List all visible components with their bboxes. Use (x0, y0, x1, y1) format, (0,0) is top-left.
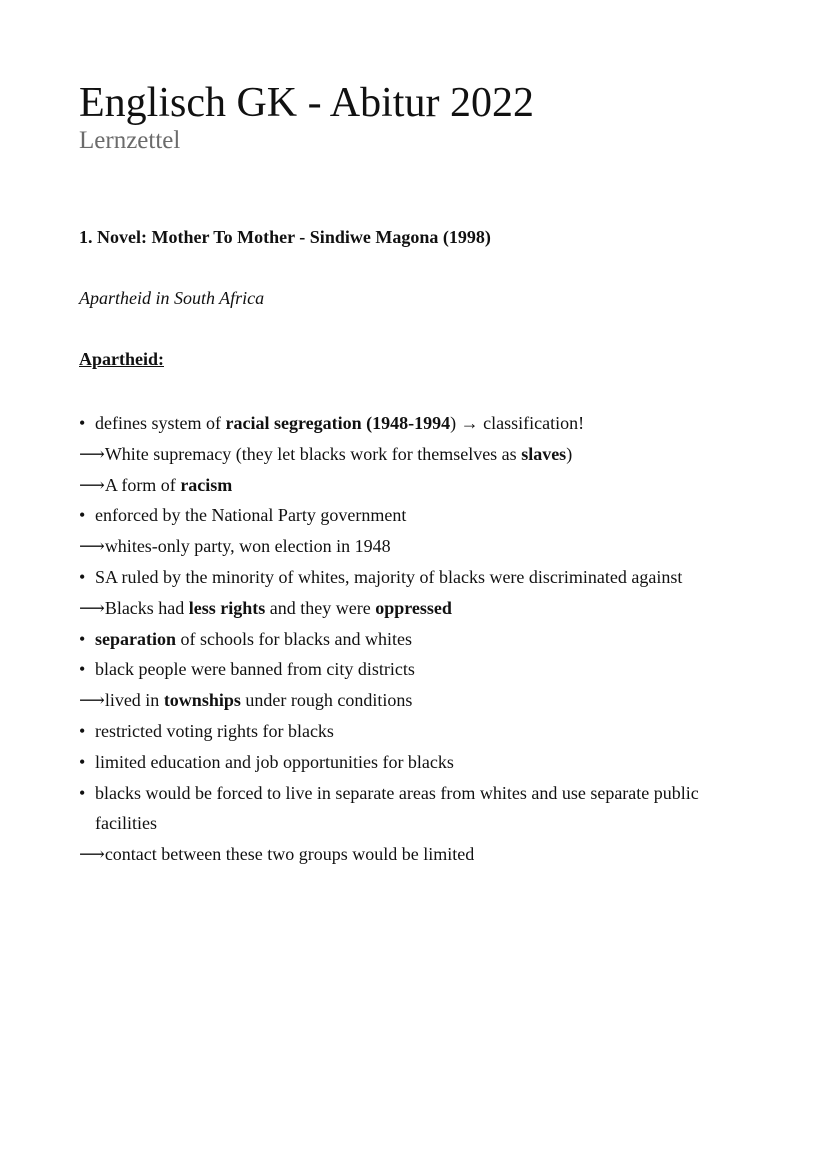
continuation-line (79, 808, 779, 839)
text: restricted voting rights for blacks (95, 720, 334, 741)
arrow-icon: ⟶ (79, 474, 105, 495)
bullet-item (79, 654, 779, 685)
text: defines system of (95, 413, 226, 433)
bold-text: less rights (188, 597, 266, 618)
text: and they were (265, 597, 376, 618)
section-heading: 1. Novel: Mother To Mother - Sindiwe Magona (1998) (79, 227, 491, 247)
text: facilities (95, 813, 157, 834)
bullet-item (79, 747, 779, 778)
bullet-icon: • (79, 720, 86, 741)
arrow-icon: ⟶ (79, 844, 105, 865)
arrow-icon: ⟶ (79, 690, 105, 711)
arrow-icon: ⟶ (79, 536, 105, 557)
text: SA ruled by the minority of whites, majority of blacks were discriminated against (95, 566, 683, 587)
text: limited education and job opportunities for blacks (95, 751, 454, 772)
text: blacks would be forced to live in separate areas from whites and use separate public (95, 782, 699, 803)
bullet-item (79, 778, 779, 809)
bold-text: racial segregation (225, 413, 362, 433)
arrow-item (79, 685, 779, 716)
arrow-item (79, 593, 779, 624)
text: enforced by the National Party government (95, 505, 407, 526)
bold-text: townships (163, 690, 241, 711)
page-title: Englisch GK - Abitur 2022 (79, 80, 534, 126)
bullet-icon: • (79, 782, 86, 803)
bold-text: racism (180, 474, 233, 495)
text: Blacks had (104, 597, 189, 618)
bullet-icon: • (79, 751, 86, 772)
text: White supremacy (they let blacks work for themselves as (104, 443, 522, 464)
text: contact between these two groups would be limited (104, 844, 475, 865)
arrow-item (79, 470, 779, 501)
arrow-icon: ⟶ (79, 597, 105, 618)
bold-text: oppressed (375, 597, 452, 618)
bullet-icon: • (79, 659, 86, 680)
page-subtitle: Lernzettel (79, 127, 181, 154)
text: lived in (104, 690, 164, 711)
arrow-item (79, 439, 779, 470)
bullet-icon: • (79, 413, 86, 433)
bullet-icon: • (79, 566, 86, 587)
bold-text: slaves (521, 443, 567, 464)
text: ) (566, 443, 573, 464)
bullet-item (79, 624, 779, 655)
bullet-item (79, 408, 779, 439)
topic-label: Apartheid in South Africa (79, 288, 265, 308)
sub-heading: Apartheid: (79, 349, 164, 369)
text: of schools for blacks and whites (176, 628, 412, 649)
notes-list (79, 408, 779, 870)
text: whites-only party, won election in 1948 (104, 536, 391, 557)
text: ) → classification! (450, 413, 585, 433)
text: black people were banned from city districts (95, 659, 415, 680)
arrow-item (79, 839, 779, 870)
arrow-item (79, 531, 779, 562)
bullet-item (79, 562, 779, 593)
bold-text: (1948-1994 (366, 413, 451, 433)
bullet-item (79, 500, 779, 531)
text: A form of (104, 474, 181, 495)
bullet-item (79, 716, 779, 747)
arrow-icon: ⟶ (79, 443, 105, 464)
text: under rough conditions (240, 690, 413, 711)
bullet-icon: • (79, 628, 86, 649)
bullet-icon: • (79, 505, 86, 526)
bold-text: separation (95, 628, 176, 649)
